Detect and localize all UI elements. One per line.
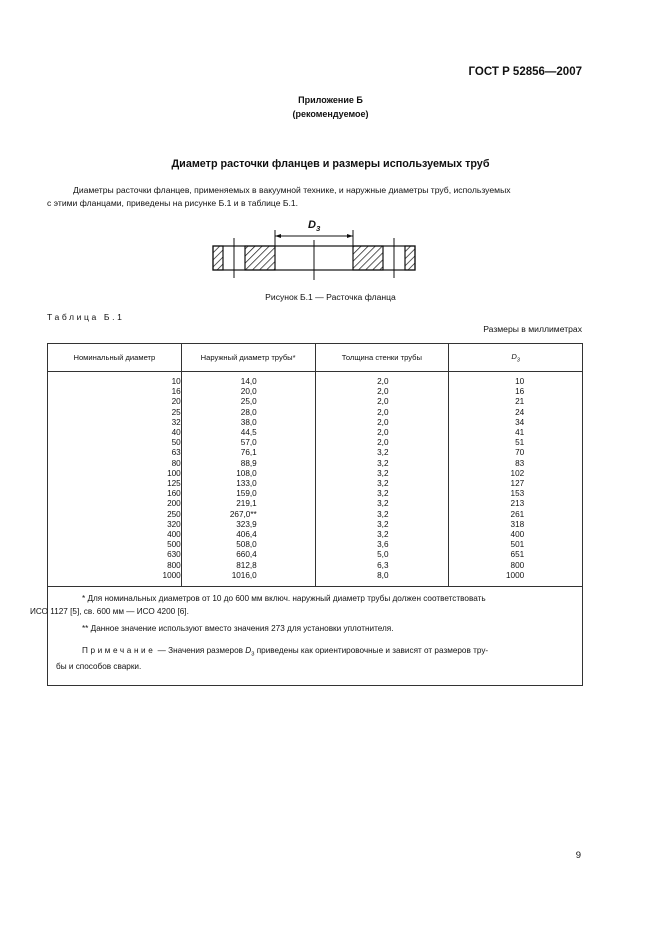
cell-d3: 651 [449,550,583,560]
cell-outer-diameter: 660,4 [181,550,315,560]
cell-outer-diameter: 1016,0 [181,571,315,587]
cell-wall-thickness: 6,3 [315,561,449,571]
cell-d3: 70 [449,448,583,458]
cell-nominal-diameter: 400 [48,530,182,540]
header-nominal-diameter: Номинальный диаметр [48,344,182,372]
table-row [48,561,583,571]
table-row [48,499,583,509]
cell-wall-thickness: 3,2 [315,448,449,458]
cell-wall-thickness: 2,0 [315,418,449,428]
cell-wall-thickness: 2,0 [315,387,449,397]
cell-d3: 34 [449,418,583,428]
cell-nominal-diameter: 32 [48,418,182,428]
cell-nominal-diameter: 500 [48,540,182,550]
left-rim-section [213,246,223,270]
cell-wall-thickness: 3,2 [315,479,449,489]
table-row [48,372,583,388]
cell-nominal-diameter: 16 [48,387,182,397]
dim-arrow-left [275,234,281,238]
table-row [48,571,583,587]
table-units: Размеры в миллиметрах [483,324,582,334]
cell-d3: 21 [449,397,583,407]
cell-d3: 213 [449,499,583,509]
table-label: Таблица Б.1 [47,312,125,322]
cell-d3: 127 [449,479,583,489]
intro-line-2: с этими фланцами, приведены на рисунке Б.1 и в таблице Б.1. [47,198,299,208]
cell-outer-diameter: 44,5 [181,428,315,438]
cell-outer-diameter: 508,0 [181,540,315,550]
table-row [48,479,583,489]
cell-d3: 10 [449,372,583,388]
table-header-row [48,344,583,372]
header-outer-diameter: Наружный диаметр трубы* [181,344,315,372]
cell-nominal-diameter: 40 [48,428,182,438]
data-table [30,343,583,686]
cell-nominal-diameter: 10 [48,372,182,388]
cell-wall-thickness: 3,2 [315,499,449,509]
cell-d3: 24 [449,408,583,418]
cell-wall-thickness: 3,2 [315,459,449,469]
cell-wall-thickness: 2,0 [315,428,449,438]
cell-outer-diameter: 812,8 [181,561,315,571]
table-row [48,459,583,469]
cell-wall-thickness: 2,0 [315,438,449,448]
table-row [48,418,583,428]
table-note: Примечание — Значения размеров $D_3$ приведены как ориентировочные и зависят от размеров тру- бы и способов сварки. [56,645,489,671]
table-row [48,520,583,530]
table-row [48,438,583,448]
cell-outer-diameter: 267,0** [181,510,315,520]
intro-line-1: Диаметры расточки фланцев, применяемых в вакуумной технике, и наружные диаметры труб, используемых [73,185,511,195]
cell-wall-thickness: 3,2 [315,530,449,540]
cell-nominal-diameter: 125 [48,479,182,489]
cell-outer-diameter: 406,4 [181,530,315,540]
cell-outer-diameter: 133,0 [181,479,315,489]
cell-outer-diameter: 25,0 [181,397,315,407]
cell-wall-thickness: 5,0 [315,550,449,560]
cell-nominal-diameter: 630 [48,550,182,560]
cell-nominal-diameter: 200 [48,499,182,509]
cell-wall-thickness: 3,2 [315,469,449,479]
right-rim-section [405,246,415,270]
cell-nominal-diameter: 320 [48,520,182,530]
left-wall-section [245,246,275,270]
cell-outer-diameter: 88,9 [181,459,315,469]
cell-nominal-diameter: 160 [48,489,182,499]
footnote-1-line-1: * Для номинальных диаметров от 10 до 600 мм включ. наружный диаметр трубы должен соответствовать [82,594,486,604]
cell-d3: 800 [449,561,583,571]
note-label: Примечание [82,645,156,655]
table-notes [30,587,583,686]
footnote-1-line-2: ИСО 1127 [5], св. 600 мм — ИСО 4200 [6]. [30,606,189,616]
table-row [48,408,583,418]
cell-wall-thickness: 3,2 [315,510,449,520]
cell-wall-thickness: 3,2 [315,520,449,530]
cell-nominal-diameter: 63 [48,448,182,458]
footnote-2: ** Данное значение используют вместо значения 273 для установки уплотнителя. [82,624,394,634]
cell-outer-diameter: 219,1 [181,499,315,509]
flange-drawing [211,226,421,286]
table-row [48,489,583,499]
cell-outer-diameter: 28,0 [181,408,315,418]
cell-wall-thickness: 2,0 [315,397,449,407]
standard-header: ГОСТ Р 52856—2007 [468,66,582,78]
cell-d3: 400 [449,530,583,540]
cell-outer-diameter: 20,0 [181,387,315,397]
cell-d3: 51 [449,438,583,448]
table-row [48,428,583,438]
cell-wall-thickness: 2,0 [315,372,449,388]
cell-nominal-diameter: 25 [48,408,182,418]
cell-outer-diameter: 38,0 [181,418,315,428]
cell-nominal-diameter: 80 [48,459,182,469]
figure-caption: Рисунок Б.1 — Расточка фланца [265,292,396,302]
section-title: Диаметр расточки фланцев и размеры используемых труб [171,158,490,170]
right-wall-section [353,246,383,270]
dim-arrow-right [347,234,353,238]
cell-nominal-diameter: 800 [48,561,182,571]
cell-outer-diameter: 159,0 [181,489,315,499]
cell-nominal-diameter: 1000 [48,571,182,587]
cell-outer-diameter: 76,1 [181,448,315,458]
cell-d3: 318 [449,520,583,530]
cell-d3: 261 [449,510,583,520]
dimension-label: $D_3$ [308,219,321,234]
cell-outer-diameter: 108,0 [181,469,315,479]
cell-outer-diameter: 323,9 [181,520,315,530]
table-row [48,469,583,479]
cell-d3: 153 [449,489,583,499]
appendix-status: (рекомендуемое) [292,109,369,119]
table-row [48,540,583,550]
cell-d3: 41 [449,428,583,438]
table-row [48,448,583,458]
header-d3: $D_3$ [449,344,583,372]
appendix-title: Приложение Б [298,95,363,105]
cell-d3: 16 [449,387,583,397]
cell-outer-diameter: 57,0 [181,438,315,448]
cell-nominal-diameter: 50 [48,438,182,448]
page-number: 9 [575,850,581,861]
cell-nominal-diameter: 250 [48,510,182,520]
table-row [48,550,583,560]
table-row [48,510,583,520]
table-row [48,397,583,407]
cell-wall-thickness: 3,2 [315,489,449,499]
cell-wall-thickness: 2,0 [315,408,449,418]
cell-d3: 1000 [449,571,583,587]
table-row [48,387,583,397]
cell-wall-thickness: 3,6 [315,540,449,550]
cell-nominal-diameter: 20 [48,397,182,407]
flange-figure [211,219,421,291]
cell-nominal-diameter: 100 [48,469,182,479]
header-wall-thickness: Толщина стенки трубы [315,344,449,372]
cell-d3: 83 [449,459,583,469]
cell-outer-diameter: 14,0 [181,372,315,388]
table-row [48,530,583,540]
cell-wall-thickness: 8,0 [315,571,449,587]
cell-d3: 501 [449,540,583,550]
cell-d3: 102 [449,469,583,479]
